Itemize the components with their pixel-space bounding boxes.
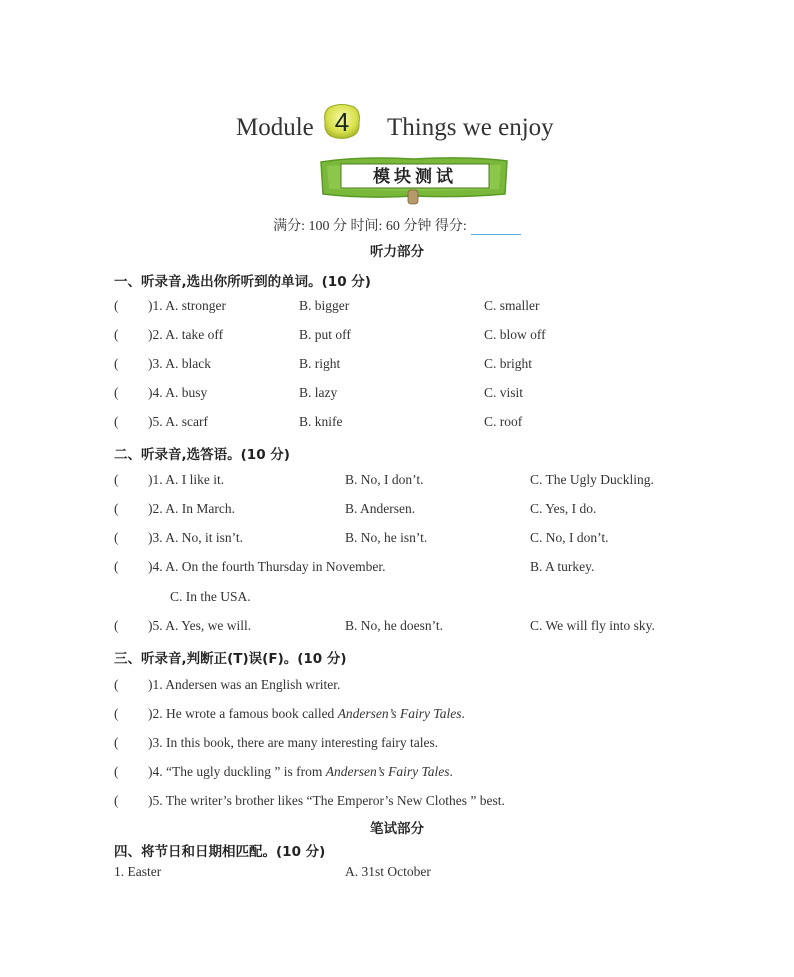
statement-row [0, 706, 794, 726]
option-b: B. Andersen. [345, 501, 416, 516]
question-row [0, 559, 794, 579]
option-c: C. Yes, I do. [530, 501, 597, 516]
book-title: Andersen’s Fairy Tales [337, 706, 462, 721]
section-4-title: 四、将节日和日期相匹配。(10 分) [114, 844, 326, 860]
question-row [0, 356, 794, 376]
question-row [0, 618, 794, 638]
module-label: Module [236, 114, 314, 141]
statement-text: )5. The writer’s brother likes “The Emperor’s New Clothes ” best. [148, 793, 505, 808]
festival-item: 1. Easter [114, 864, 162, 879]
statement-row [0, 677, 794, 697]
option-b: B. lazy [299, 385, 338, 400]
question-row [0, 385, 794, 405]
answer-paren[interactable]: ( [114, 677, 119, 692]
score-line [0, 215, 794, 235]
option-a: )1. A. stronger [148, 298, 226, 313]
question-row [0, 414, 794, 434]
option-a: )4. A. busy [148, 385, 208, 400]
question-row [0, 298, 794, 318]
question-row [0, 501, 794, 521]
answer-paren[interactable]: ( [114, 385, 119, 400]
option-c: C. bright [484, 356, 533, 371]
option-c: C. visit [484, 385, 524, 400]
option-c: C. In the USA. [170, 589, 251, 604]
answer-paren[interactable]: ( [114, 530, 119, 545]
question-row-continued [0, 589, 794, 609]
option-a: )3. A. black [148, 356, 211, 371]
date-item: A. 31st October [345, 864, 431, 879]
statement-row [0, 793, 794, 813]
score-blank[interactable] [471, 220, 521, 235]
answer-paren[interactable]: ( [114, 414, 119, 429]
module-subtitle: Things we enjoy [387, 114, 554, 141]
answer-paren[interactable]: ( [114, 764, 119, 779]
option-b: B. knife [299, 414, 343, 429]
answer-paren[interactable]: ( [114, 501, 119, 516]
score-text: 满分: 100 分 时间: 60 分钟 得分: [273, 219, 467, 234]
option-c: C. roof [484, 414, 523, 429]
listening-part-title: 听力部分 [370, 244, 424, 260]
option-a: )4. A. On the fourth Thursday in November. [148, 559, 386, 574]
option-b: B. right [299, 356, 341, 371]
option-a: )2. A. take off [148, 327, 224, 342]
answer-paren[interactable]: ( [114, 327, 119, 342]
statement-text: )4. “The ugly duckling ” is from Andersen’s Fairy Tales. [148, 764, 453, 779]
answer-paren[interactable]: ( [114, 356, 119, 371]
statement-row [0, 735, 794, 755]
answer-paren[interactable]: ( [114, 559, 119, 574]
option-a: )2. A. In March. [148, 501, 235, 516]
section-1-title: 一、听录音,选出你所听到的单词。(10 分) [114, 274, 371, 290]
banner-label: 模块测试 [373, 167, 457, 187]
match-row [0, 864, 794, 884]
option-c: C. smaller [484, 298, 540, 313]
book-title: Andersen’s Fairy Tales [325, 764, 450, 779]
question-row [0, 327, 794, 347]
option-c: C. blow off [484, 327, 546, 342]
answer-paren[interactable]: ( [114, 618, 119, 633]
answer-paren[interactable]: ( [114, 472, 119, 487]
statement-text: )1. Andersen was an English writer. [148, 677, 341, 692]
answer-paren[interactable]: ( [114, 298, 119, 313]
answer-paren[interactable]: ( [114, 706, 119, 721]
option-b: B. put off [299, 327, 351, 342]
statement-text: )3. In this book, there are many interesting fairy tales. [148, 735, 439, 750]
option-a: )5. A. scarf [148, 414, 208, 429]
option-a: )5. A. Yes, we will. [148, 618, 252, 633]
section-3-title: 三、听录音,判断正(T)误(F)。(10 分) [114, 651, 347, 667]
writing-part-title: 笔试部分 [370, 821, 424, 837]
option-b: B. No, he doesn’t. [345, 618, 443, 633]
option-b: B. No, he isn’t. [345, 530, 428, 545]
module-number: 4 [334, 107, 350, 137]
option-b: B. bigger [299, 298, 350, 313]
answer-paren[interactable]: ( [114, 793, 119, 808]
question-row [0, 530, 794, 550]
option-b: B. No, I don’t. [345, 472, 424, 487]
option-c: C. We will fly into sky. [530, 618, 655, 633]
option-b: B. A turkey. [530, 559, 595, 574]
module-number-badge [322, 103, 362, 139]
option-a: )1. A. I like it. [148, 472, 225, 487]
statement-text: )2. He wrote a famous book called Andersen’s Fairy Tales. [148, 706, 465, 721]
statement-row [0, 764, 794, 784]
module-test-banner [319, 154, 509, 206]
answer-paren[interactable]: ( [114, 735, 119, 750]
question-row [0, 472, 794, 492]
module-title [0, 100, 794, 160]
section-2-title: 二、听录音,选答语。(10 分) [114, 447, 290, 463]
option-c: C. The Ugly Duckling. [530, 472, 654, 487]
option-a: )3. A. No, it isn’t. [148, 530, 244, 545]
option-c: C. No, I don’t. [530, 530, 609, 545]
